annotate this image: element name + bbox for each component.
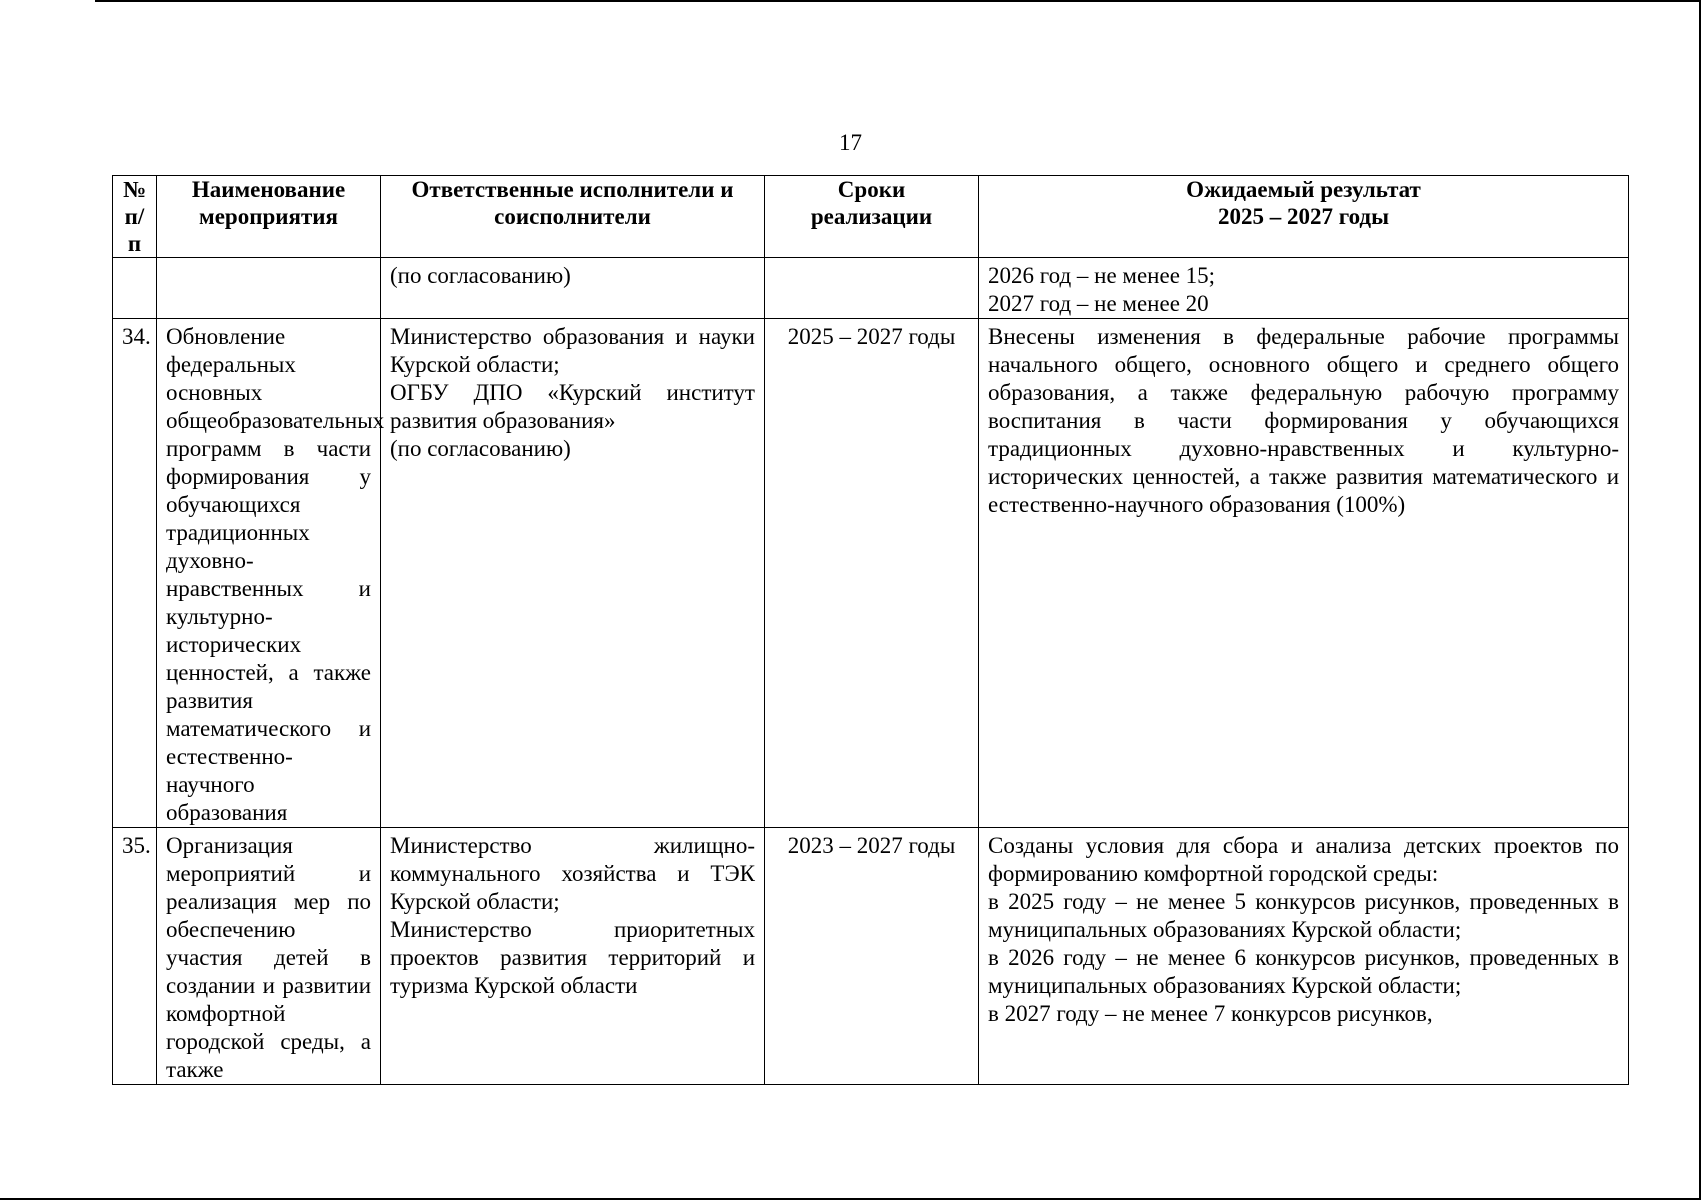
scan-top-edge: [95, 0, 1701, 2]
row-name: [157, 258, 381, 319]
row-name: Обновление федеральных основных общеобразовательных программ в части формирования у обучающихся традиционных духовно-нравственных и культурно-исторических ценностей, а также развития математического и естественно-научного образования: [157, 319, 381, 828]
measures-table: [112, 175, 1629, 1085]
row-number: [113, 258, 157, 319]
header-name: Наименование мероприятия: [157, 176, 381, 258]
row-result: Созданы условия для сбора и анализа детских проектов по формированию комфортной городской среды: в 2025 году – не менее 5 конкурсов рисунков, проведенных в муниципальных образованиях Курской области; в 2026 году – не менее 6 конкурсов рисунков, проведенных в муниципальных образованиях Курской области; в 2027 году – не менее 7 конкурсов рисунков,: [979, 828, 1629, 1085]
row-terms: 2025 – 2027 годы: [765, 319, 979, 828]
row-executors: Министерство образования и науки Курской области; ОГБУ ДПО «Курский институт развития образования» (по согласованию): [381, 319, 765, 828]
row-terms: 2023 – 2027 годы: [765, 828, 979, 1085]
row-executors: Министерство жилищно-коммунального хозяйства и ТЭК Курской области; Министерство приоритетных проектов развития территорий и туризма Курской области: [381, 828, 765, 1085]
row-terms: [765, 258, 979, 319]
table-row: [113, 319, 1629, 828]
row-result: 2026 год – не менее 15; 2027 год – не менее 20: [979, 258, 1629, 319]
table-header-row: [113, 176, 1629, 258]
row-number: 35.: [113, 828, 157, 1085]
table-row: [113, 258, 1629, 319]
header-terms: Сроки реализации: [765, 176, 979, 258]
page-number: 17: [839, 130, 862, 155]
header-result: Ожидаемый результат 2025 – 2027 годы: [979, 176, 1629, 258]
row-name: Организация мероприятий и реализация мер по обеспечению участия детей в создании и развитии комфортной городской среды, а также: [157, 828, 381, 1085]
row-number: 34.: [113, 319, 157, 828]
table-row: [113, 828, 1629, 1085]
row-result: Внесены изменения в федеральные рабочие программы начального общего, основного общего и среднего общего образования, а также федеральную рабочую программу воспитания в части формирования у обучающихся традиционных духовно-нравственных и культурно-исторических ценностей, а также развития математического и естественно-научного образования (100%): [979, 319, 1629, 828]
header-executors: Ответственные исполнители и соисполнители: [381, 176, 765, 258]
header-number: № п/ п: [113, 176, 157, 258]
row-executors: (по согласованию): [381, 258, 765, 319]
